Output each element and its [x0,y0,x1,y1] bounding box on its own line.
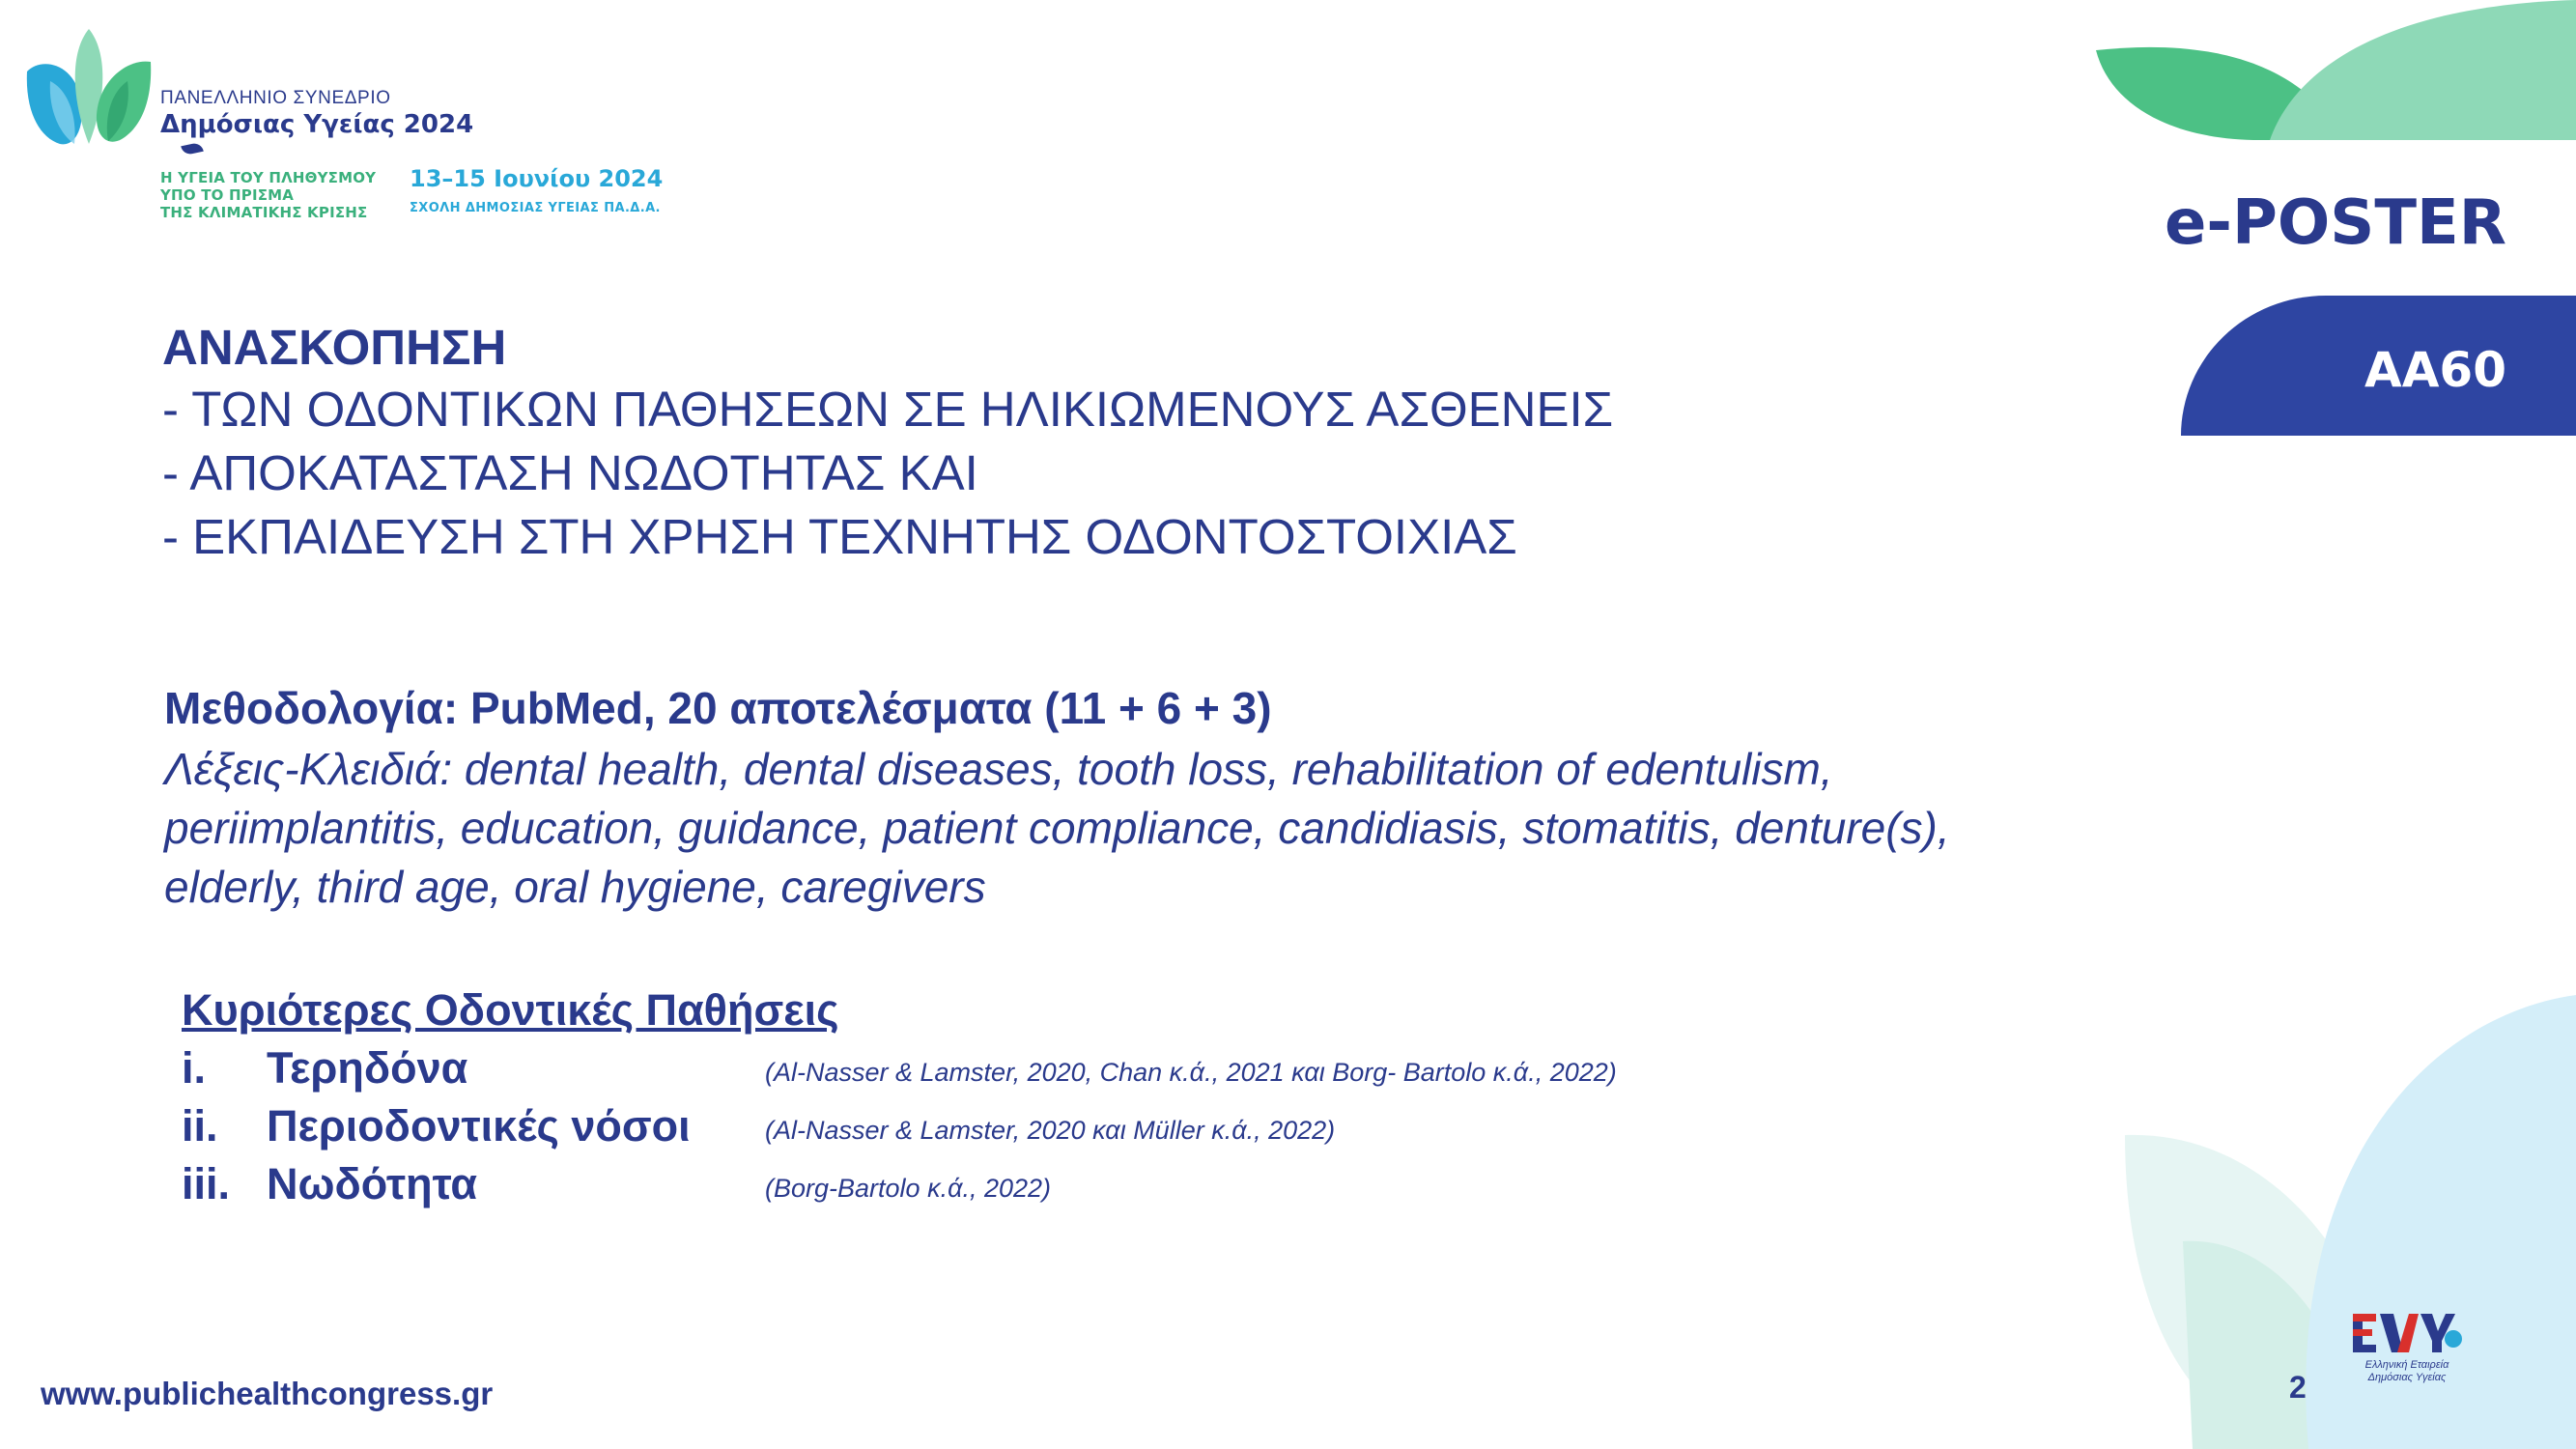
list-item-name: Περιοδοντικές νόσοι [267,1101,691,1151]
congress-name-line1: ΠΑΝΕΛΛΗΝΙΟ ΣΥΝΕΔΡΙΟ [160,88,391,108]
logo-leaf-mark [181,142,204,156]
keywords-text: Λέξεις-Κλειδιά: dental health, dental diseases, tooth loss, rehabilitation of edentulism, periimplantitis, education, guidance, patient compliance, candidiasis, stomatitis, denture(s), elderly, third age, oral hygiene, caregivers [164,744,1950,912]
congress-tagline-line: ΥΠΟ ΤΟ ΠΡΙΣΜΑ [160,186,295,204]
list-item-number: iii. [182,1159,231,1208]
list-item-reference: (Al-Nasser & Lamster, 2020 και Müller κ.ά., 2022) [765,1116,1336,1145]
review-line: - ΑΠΟΚΑΤΑΣΤΑΣΗ ΝΩΔΟΤΗΤΑΣ ΚΑΙ [162,445,978,500]
review-title: ΑΝΑΣΚΟΠΗΣΗ [162,320,507,375]
congress-tagline-line: Η ΥΓΕΙΑ ΤΟΥ ΠΛΗΘΥΣΜΟΥ [160,169,377,186]
poster-type-label: e-POSTER [2164,187,2506,259]
list-item-number: i. [182,1043,207,1093]
congress-logo-icon [21,23,156,149]
diseases-heading: Κυριότερες Οδοντικές Παθήσεις [182,985,839,1035]
list-item-number: ii. [182,1101,218,1151]
page-number: 2 [2289,1370,2307,1405]
bottom-right-leaf-decoration [2115,995,2576,1449]
review-line: - ΕΚΠΑΙΔΕΥΣΗ ΣΤΗ ΧΡΗΣΗ ΤΕΧΝΗΤΗΣ ΟΔΟΝΤΟΣΤΟΙΧΙΑΣ [162,509,1517,564]
congress-tagline [160,169,376,221]
society-name: Ελληνική Εταιρεία Δημόσιας Υγείας [2364,1359,2449,1383]
poster-code: ΑΑ60 [2364,342,2506,398]
congress-dates: 13–15 Ιουνίου 2024 [410,165,664,192]
list-item-reference: (Al-Nasser & Lamster, 2020, Chan κ.ά., 2021 και Borg- Bartolo κ.ά., 2022) [765,1058,1617,1087]
congress-venue: ΣΧΟΛΗ ΔΗΜΟΣΙΑΣ ΥΓΕΙΑΣ ΠΑ.Δ.Α. [410,201,661,215]
list-item-name: Τερηδόνα [267,1043,468,1093]
congress-tagline-line: ΤΗΣ ΚΛΙΜΑΤΙΚΗΣ ΚΡΙΣΗΣ [160,204,368,221]
methodology-heading: Μεθοδολογία: PubMed, 20 αποτελέσματα (11 + 6 + 3) [164,683,1272,733]
review-line: - ΤΩΝ ΟΔΟΝΤΙΚΩΝ ΠΑΘΗΣΕΩΝ ΣΕ ΗΛΙΚΙΩΜΕΝΟΥΣ ΑΣΘΕΝΕΙΣ [162,382,1614,437]
congress-name-line2: Δημόσιας Υγείας 2024 [160,110,474,139]
top-right-leaf-decoration [2086,0,2576,145]
list-item-reference: (Borg-Bartolo κ.ά., 2022) [765,1174,1052,1203]
list-item-name: Νωδότητα [267,1159,478,1208]
footer-website-link[interactable]: www.publichealthcongress.gr [41,1376,494,1411]
